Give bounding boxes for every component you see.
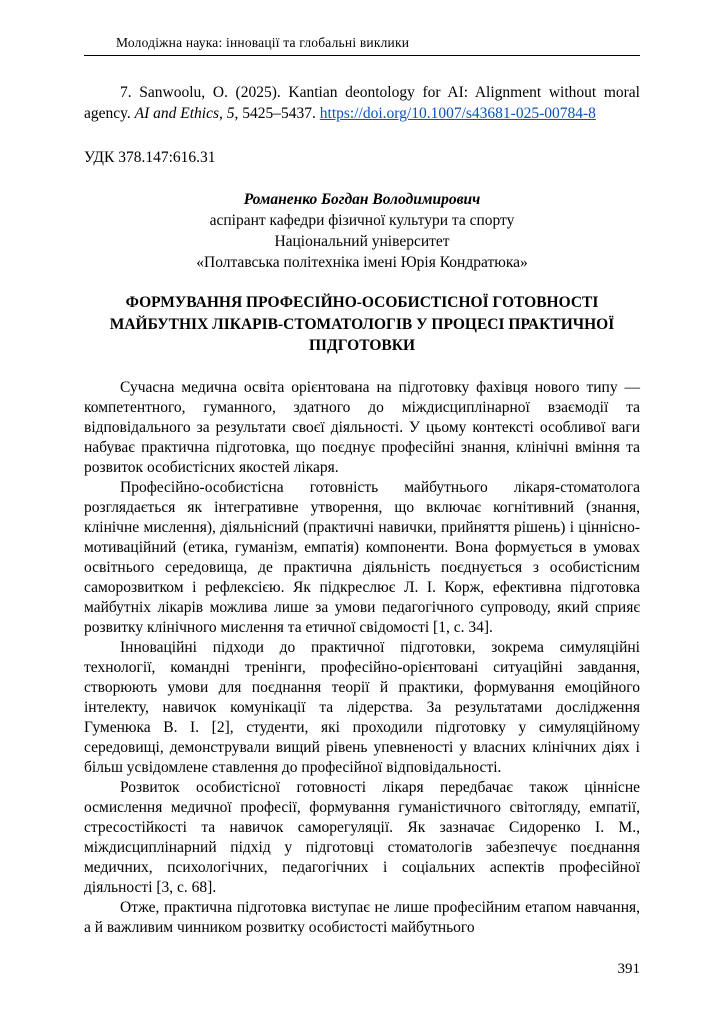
reference-text-start: 7. Sanwoolu, O. (2025). Kantian deontology for AI: Alignment without moral agency. (84, 84, 640, 122)
article-title: ФОРМУВАННЯ ПРОФЕСІЙНО-ОСОБИСТІСНОЇ ГОТОВНОСТІ МАЙБУТНІХ ЛІКАРІВ-СТОМАТОЛОГІВ У ПРОЦЕСІ ПРАКТИЧНОЇ ПІДГОТОВКИ (109, 294, 615, 354)
page-body (84, 82, 640, 938)
reference-entry (84, 82, 640, 124)
reference-pages: , 5425–5437. (234, 105, 320, 122)
article-text (84, 378, 640, 938)
reference-journal-italic: AI and Ethics, 5 (134, 105, 235, 122)
author-name: Романенко Богдан Володимирович (243, 191, 481, 208)
udc-code: УДК 378.147:616.31 (84, 149, 216, 166)
paragraph-5: Отже, практична підготовка виступає не лише професійним етапом навчання, а й важливим чинником розвитку особистості майбутнього (84, 898, 640, 936)
header-rule (84, 55, 640, 56)
page-number: 391 (617, 961, 640, 977)
paragraph-3: Інноваційні підходи до практичної підготовки, зокрема симуляційні технології, командні тренінги, професійно-орієнтовані ситуаційні завдання, створюють умови для поєднання теорії й практики, формування емоційного інтелекту, навичок комунікації та лідерства. За результатами дослідження Гуменюка В. І. [2], студенти, які проходили підготовку у симуляційному середовищі, демонстрували вищий рівень упевненості у власних клінічних діях і більш усвідомлене ставлення до професійної відповідальності. (84, 638, 640, 776)
paragraph-4: Розвиток особистісної готовності лікаря передбачає також ціннісне осмислення медичної професії, формування гуманістичного світогляду, емпатії, стресостійкості та навичок саморегуляції. Як зазначає Сидоренко І. М., міждисциплінарний підхід у підготовці стоматологів забезпечує поєднання медичних, психологічних, педагогічних і соціальних аспектів професійної діяльності [3, с. 68]. (84, 778, 640, 896)
running-header: Молодіжна наука: інновації та глобальні виклики (116, 35, 410, 50)
paragraph-2: Професійно-особистісна готовність майбутнього лікаря-стоматолога розглядається як інтегративне утворення, що включає когнітивний (знання, клінічне мислення), діяльнісний (практичні навички, прийняття рішень) і ціннісно-мотиваційний (етика, гуманізм, емпатія) компоненти. Вона формується в умовах освітнього середовища, де практична діяльність поєднується з особистісним саморозвитком і рефлексією. Як підкреслює Л. І. Корж, ефективна підготовка майбутніх лікарів можлива лише за умови педагогічного супроводу, який сприяє розвитку клінічного мислення та етичної свідомості [1, с. 34]. (84, 478, 640, 636)
author-position: аспірант кафедри фізичної культури та спорту (209, 212, 515, 229)
paragraph-1: Сучасна медична освіта орієнтована на підготовку фахівця нового типу — компетентного, гуманного, здатного до міждисциплінарної взаємодії та відповідального за результати своєї діяльності. У цьому контексті особливої ваги набуває практична підготовка, що поєднує професійні знання, клінічні вміння та розвиток особистісних якостей лікаря. (84, 378, 640, 476)
author-university: Національний університет (274, 233, 450, 250)
author-university-name: «Полтавська політехніка імені Юрія Кондратюка» (196, 254, 528, 271)
page-header (84, 34, 640, 56)
doi-link[interactable]: https://doi.org/10.1007/s43681-025-00784-8 (319, 105, 596, 122)
